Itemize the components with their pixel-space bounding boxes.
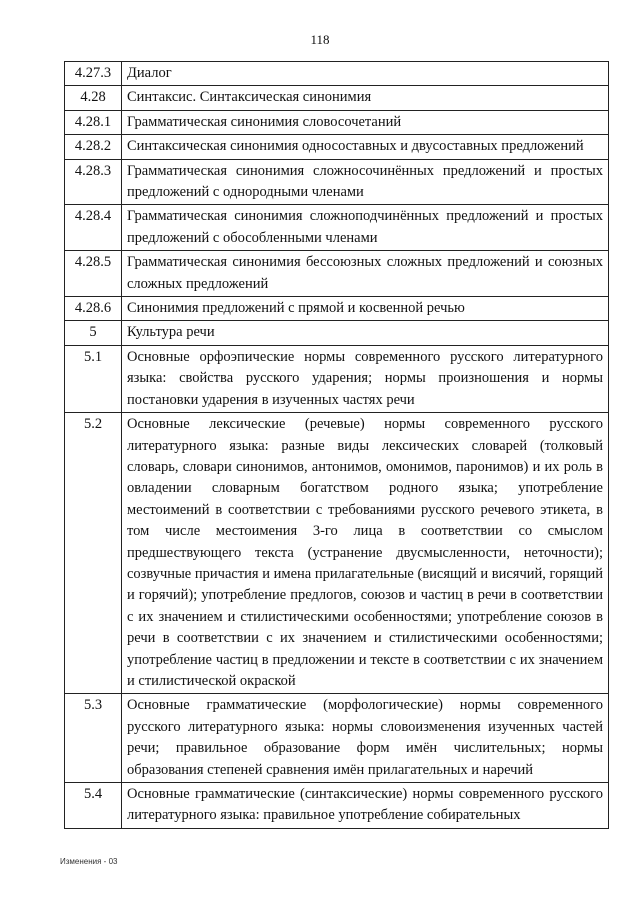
section-number: 5.2 xyxy=(65,413,122,694)
page-number: 118 xyxy=(310,32,330,47)
table-row xyxy=(65,62,609,86)
section-text: Культура речи xyxy=(122,321,609,345)
footer-note: Изменения - 03 xyxy=(60,857,118,866)
table-row xyxy=(65,251,609,297)
section-number: 4.27.3 xyxy=(65,62,122,86)
table-row xyxy=(65,110,609,134)
section-number: 4.28.4 xyxy=(65,205,122,251)
table-row xyxy=(65,135,609,159)
table-row xyxy=(65,321,609,345)
section-number: 5 xyxy=(65,321,122,345)
section-text: Основные грамматические (морфологические) нормы современного русского литературного языка: нормы словоизменения изученных частей речи; правильное образование форм имён числительных; нормы образования степеней сравнения имён прилагательных и наречий xyxy=(122,694,609,783)
section-text: Синтаксис. Синтаксическая синонимия xyxy=(122,86,609,110)
table-row xyxy=(65,783,609,829)
table-body xyxy=(65,62,609,829)
section-number: 4.28.2 xyxy=(65,135,122,159)
table-row xyxy=(65,297,609,321)
section-number: 4.28.1 xyxy=(65,110,122,134)
section-number: 4.28 xyxy=(65,86,122,110)
section-text: Синонимия предложений с прямой и косвенной речью xyxy=(122,297,609,321)
table-row xyxy=(65,159,609,205)
table-row xyxy=(65,694,609,783)
section-number: 5.1 xyxy=(65,345,122,412)
section-text: Синтаксическая синонимия односоставных и двусоставных предложений xyxy=(122,135,609,159)
content-table xyxy=(64,61,609,829)
table-row xyxy=(65,345,609,412)
section-text: Диалог xyxy=(122,62,609,86)
table-row xyxy=(65,86,609,110)
section-text: Грамматическая синонимия словосочетаний xyxy=(122,110,609,134)
section-text: Грамматическая синонимия сложносочинённых предложений и простых предложений с однородными членами xyxy=(122,159,609,205)
section-text: Основные орфоэпические нормы современного русского литературного языка: свойства русского ударения; нормы произношения и нормы постановки ударения в изученных частях речи xyxy=(122,345,609,412)
section-number: 5.3 xyxy=(65,694,122,783)
table-row xyxy=(65,413,609,694)
section-text: Основные грамматические (синтаксические) нормы современного русского литературного языка: правильное употребление собирательных xyxy=(122,783,609,829)
section-text: Грамматическая синонимия бессоюзных сложных предложений и союзных сложных предложений xyxy=(122,251,609,297)
table-row xyxy=(65,205,609,251)
section-text: Грамматическая синонимия сложноподчинённых предложений и простых предложений с обособленными членами xyxy=(122,205,609,251)
section-number: 4.28.3 xyxy=(65,159,122,205)
section-text: Основные лексические (речевые) нормы современного русского литературного языка: разные виды лексических словарей (толковый словарь, словари синонимов, антонимов, омонимов, паронимов) и их роль в овладении словарным богатством родного языка; употребление местоимений в соответствии с требованиями русского речевого этикета, в том числе местоимения 3-го лица в соответствии со смыслом предшествующего текста (устранение двусмысленности, неточности); созвучные причастия и имена прилагательные (висящий и висячий, горящий и горячий); употребление предлогов, союзов и частиц в речи в соответствии с их значением и стилистическими особенностями; употребление союзов в речи в соответствии с их значением и стилистическими особенностями; употребление частиц в предложении и тексте в соответствии с их значением и стилистической окраской xyxy=(122,413,609,694)
section-number: 4.28.5 xyxy=(65,251,122,297)
section-number: 4.28.6 xyxy=(65,297,122,321)
section-number: 5.4 xyxy=(65,783,122,829)
